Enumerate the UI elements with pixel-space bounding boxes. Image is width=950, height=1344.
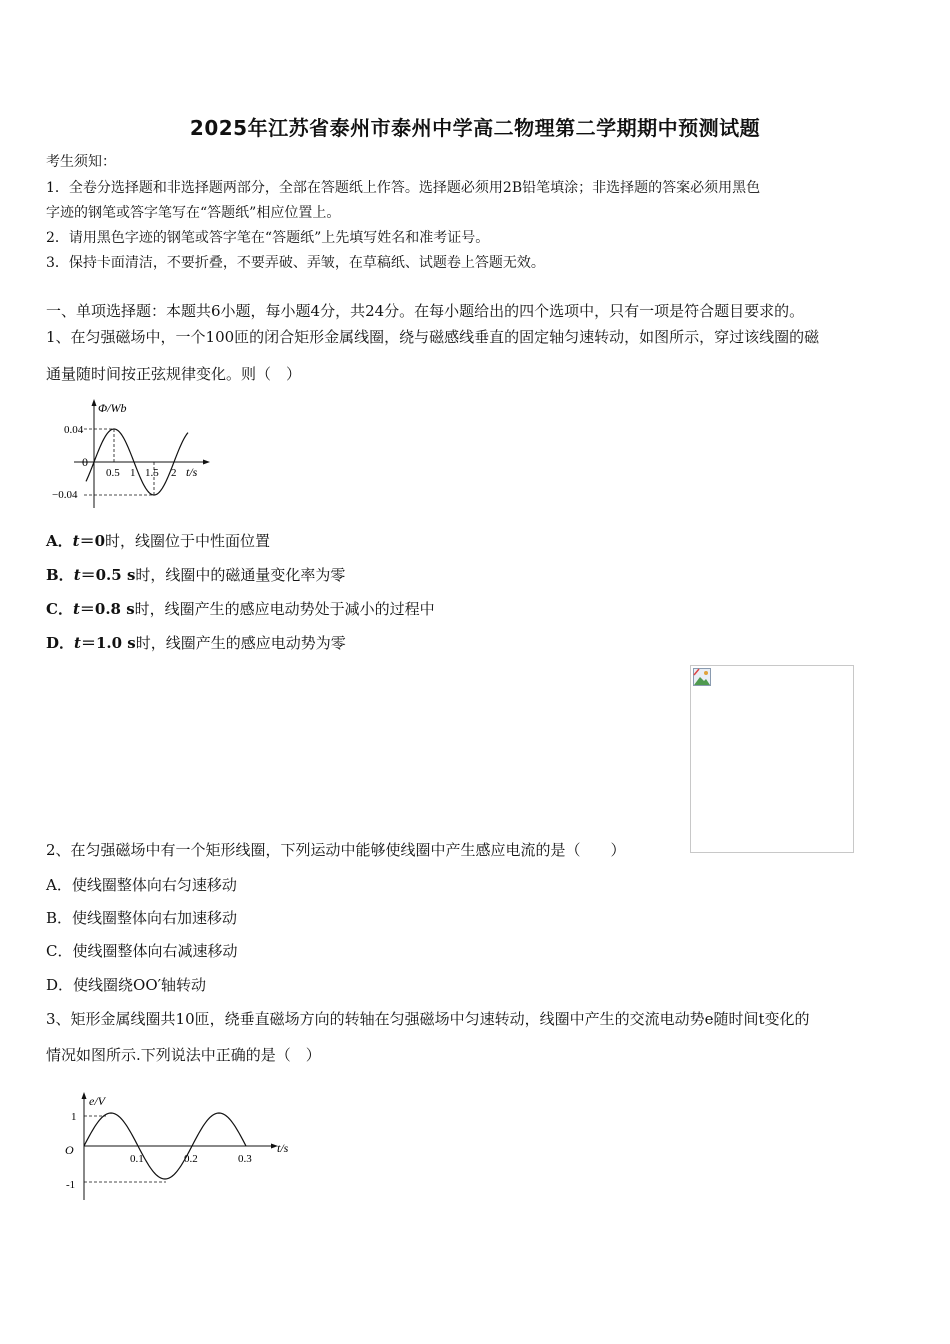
emf-graph-ytick: -1 [66,1179,76,1191]
question-1-option-d [46,633,346,653]
flux-graph-xtick: 1.5 [145,467,159,479]
flux-graph-xtick: 0.5 [106,467,120,479]
option-condition: ＝0.8 s [79,600,135,618]
emf-graph-ytick: 1 [71,1111,77,1123]
question-3-stem-line1: 3、矩形金属线圈共10匝，绕垂直磁场方向的转轴在匀强磁场中匀速转动，线圈中产生的交流电动势e随时间t变化的 [46,1010,810,1028]
emf-graph-xtick: 0.2 [184,1153,198,1165]
flux-graph-ylabel: Φ/Wb [98,401,127,415]
flux-graph-ytick: −0.04 [52,489,78,501]
emf-graph-ylabel: e/V [89,1094,105,1108]
broken-image-icon [693,668,711,686]
question-1-option-b [46,565,345,585]
option-condition: ＝1.0 s [80,634,136,652]
emf-graph-xtick: 0.3 [238,1153,252,1165]
question-1-stem-line1: 1、在匀强磁场中，一个100匝的闭合矩形金属线圈，绕与磁感线垂直的固定轴匀速转动，如图所示，穿过该线圈的磁 [46,328,820,346]
flux-graph-xlabel: t/s [186,465,198,479]
question-1-option-a [46,531,270,551]
option-text: 时，线圈产生的感应电动势为零 [135,634,346,652]
notice-item: 2．请用黑色字迹的钢笔或答字笔在“答题纸”上先填写姓名和准考证号。 [46,230,490,246]
emf-graph-origin: O [65,1143,74,1157]
section-heading: 一、单项选择题：本题共6小题，每小题4分，共24分。在每小题给出的四个选项中，只有一项是符合题目要求的。 [46,302,805,320]
question-2-option-b: B．使线圈整体向右加速移动 [46,909,238,927]
emf-graph-xtick: 0.1 [130,1153,144,1165]
page-title: 2025年江苏省泰州市泰州中学高二物理第二学期期中预测试题 [189,116,761,140]
emf-graph [56,1090,306,1205]
question-1-stem-line2: 通量随时间按正弦规律变化。则（ ） [46,365,302,383]
question-2-option-c: C．使线圈整体向右减速移动 [46,942,238,960]
broken-image-placeholder [690,665,854,853]
option-condition: ＝0 [79,532,106,550]
flux-graph-x-arrow [203,460,210,465]
option-variable: t [73,566,81,584]
option-text: 时，线圈中的磁通量变化率为零 [135,566,346,584]
question-3-stem-line2: 情况如图所示.下列说法中正确的是（ ） [46,1046,321,1064]
notice-heading: 考生须知： [46,154,116,170]
option-text: 时，线圈产生的感应电动势处于减小的过程中 [134,600,435,618]
option-letter: A． [46,532,73,550]
flux-graph-xtick: 1 [130,467,136,479]
notice-item: 字迹的钢笔或答字笔写在“答题纸”相应位置上。 [46,205,341,221]
emf-graph-xlabel: t/s [277,1141,289,1155]
question-2-stem: 2、在匀强磁场中有一个矩形线圈，下列运动中能够使线圈中产生感应电流的是（ ） [46,841,626,859]
notice-item: 3．保持卡面清洁，不要折叠，不要弄破、弄皱，在草稿纸、试题卷上答题无效。 [46,255,545,271]
flux-graph [44,396,224,511]
option-letter: D． [46,634,75,652]
emf-graph-y-arrow [82,1092,87,1099]
option-variable: t [72,532,80,550]
option-text: 时，线圈位于中性面位置 [105,532,271,550]
option-condition: ＝0.5 s [80,566,136,584]
flux-graph-ytick: 0.04 [64,424,84,436]
flux-graph-xtick: 2 [171,467,177,479]
option-variable: t [72,600,80,618]
notice-item: 1．全卷分选择题和非选择题两部分，全部在答题纸上作答。选择题必须用2B铅笔填涂；非选择题的答案必须用黑色 [46,180,761,196]
question-1-option-c [46,599,435,619]
question-2-option-d: D．使线圈绕OO′轴转动 [46,976,207,994]
option-letter: C． [46,600,73,618]
option-variable: t [74,634,81,652]
question-2-option-a: A．使线圈整体向右匀速移动 [46,876,237,894]
flux-graph-origin: 0 [82,455,88,469]
flux-graph-y-arrow [92,399,97,406]
option-letter: B． [46,566,74,584]
